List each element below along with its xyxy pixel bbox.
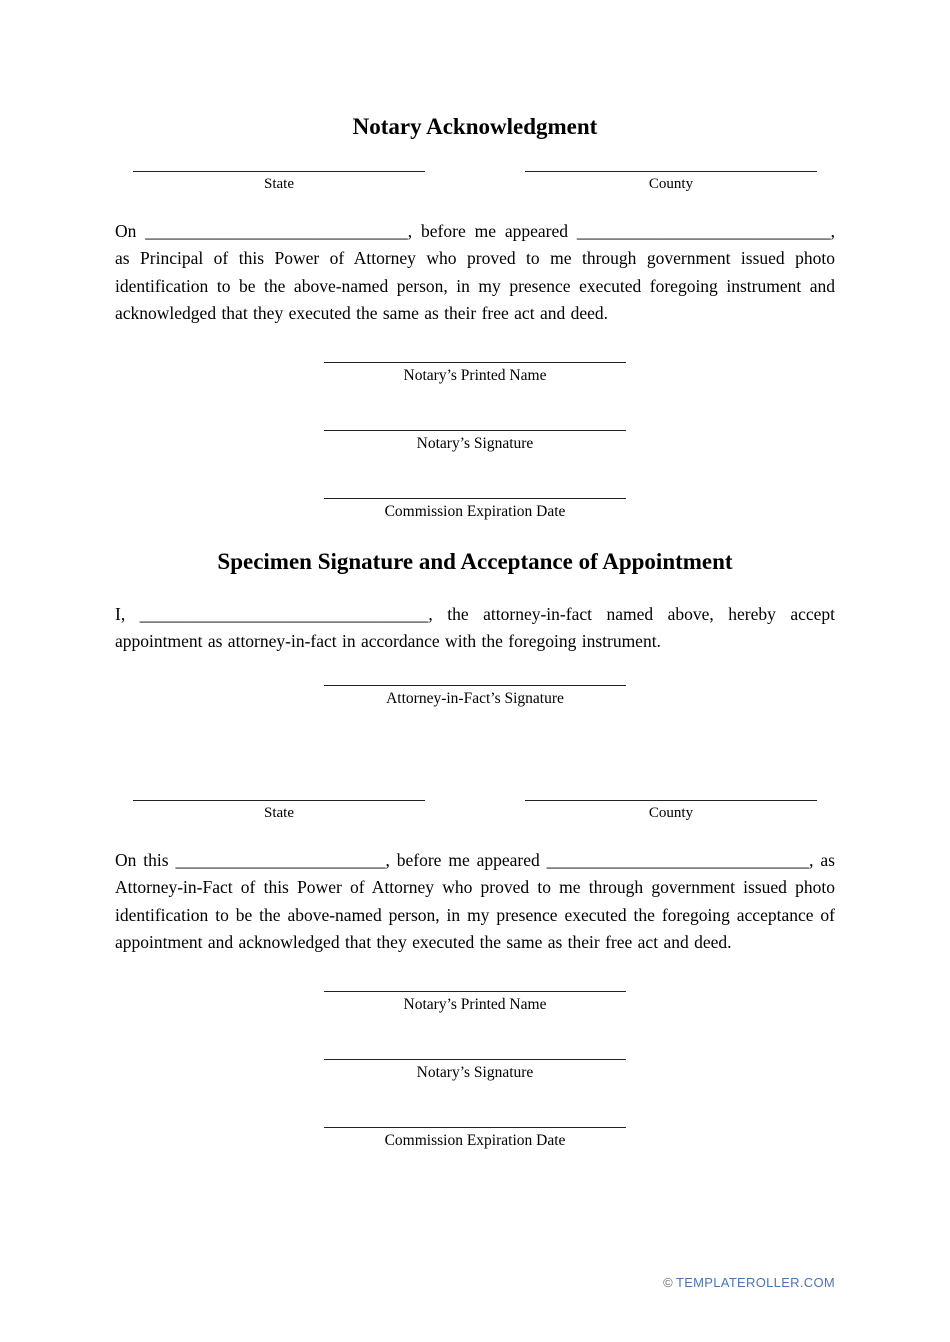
notary-printed-name-label-2: Notary’s Printed Name — [403, 995, 547, 1013]
notary-signature-group-2 — [115, 991, 835, 1151]
notary-signature-field-1 — [324, 430, 626, 454]
commission-expiration-label-1: Commission Expiration Date — [384, 502, 566, 520]
commission-expiration-field-2 — [324, 1127, 626, 1151]
attorney-in-fact-signature-field — [324, 685, 626, 709]
county-field-2 — [525, 800, 817, 823]
notary-printed-name-field-1 — [324, 362, 626, 386]
state-label-1: State — [264, 175, 294, 192]
attorney-in-fact-signature-label: Attorney-in-Fact’s Signature — [386, 689, 564, 707]
state-field-2 — [133, 800, 425, 823]
notary-printed-name-label-1: Notary’s Printed Name — [403, 366, 547, 384]
commission-expiration-field-1 — [324, 498, 626, 522]
state-label-2: State — [264, 804, 294, 821]
notary-signature-label-2: Notary’s Signature — [416, 1063, 534, 1081]
notary-acknowledgment-paragraph: On ______________________________, before me appeared _____________________________, as Principal of this Power of Attorney who proved to me through government issued photo identification to be the above-named person, in my presence executed foregoing instrument and acknowledged that they executed the same as their free act and deed. — [115, 220, 835, 324]
state-field-1 — [133, 171, 425, 194]
county-field-1 — [525, 171, 817, 194]
county-label-2: County — [648, 804, 694, 821]
templateroller-link[interactable]: TEMPLATEROLLER.COM — [675, 1275, 835, 1290]
attorney-acknowledgment-paragraph: On this ________________________, before me appeared ______________________________, as Attorney-in-Fact of this Power of Attorney who proved to me through government issued photo identification to be the above-named person, in my presence executed the foregoing acceptance of appointment and acknowledged that they executed the same as their free act and deed. — [115, 849, 835, 952]
state-county-row-2 — [115, 800, 835, 823]
notary-printed-name-field-2 — [324, 991, 626, 1015]
footer — [663, 1275, 835, 1290]
notary-signature-field-2 — [324, 1059, 626, 1083]
county-label-1: County — [648, 175, 694, 192]
notary-acknowledgment-title: Notary Acknowledgment — [352, 114, 598, 139]
notary-signature-label-1: Notary’s Signature — [416, 434, 534, 452]
specimen-acceptance-paragraph: I, _________________________________, the attorney-in-fact named above, hereby accept appointment as attorney-in-fact in accordance with the foregoing instrument. — [115, 603, 835, 651]
attorney-signature-group — [115, 685, 835, 709]
commission-expiration-label-2: Commission Expiration Date — [384, 1131, 566, 1149]
notary-signature-group-1 — [115, 362, 835, 522]
state-county-row-1 — [115, 171, 835, 194]
specimen-signature-title: Specimen Signature and Acceptance of Appointment — [217, 548, 733, 574]
copyright-icon: © — [663, 1275, 673, 1290]
